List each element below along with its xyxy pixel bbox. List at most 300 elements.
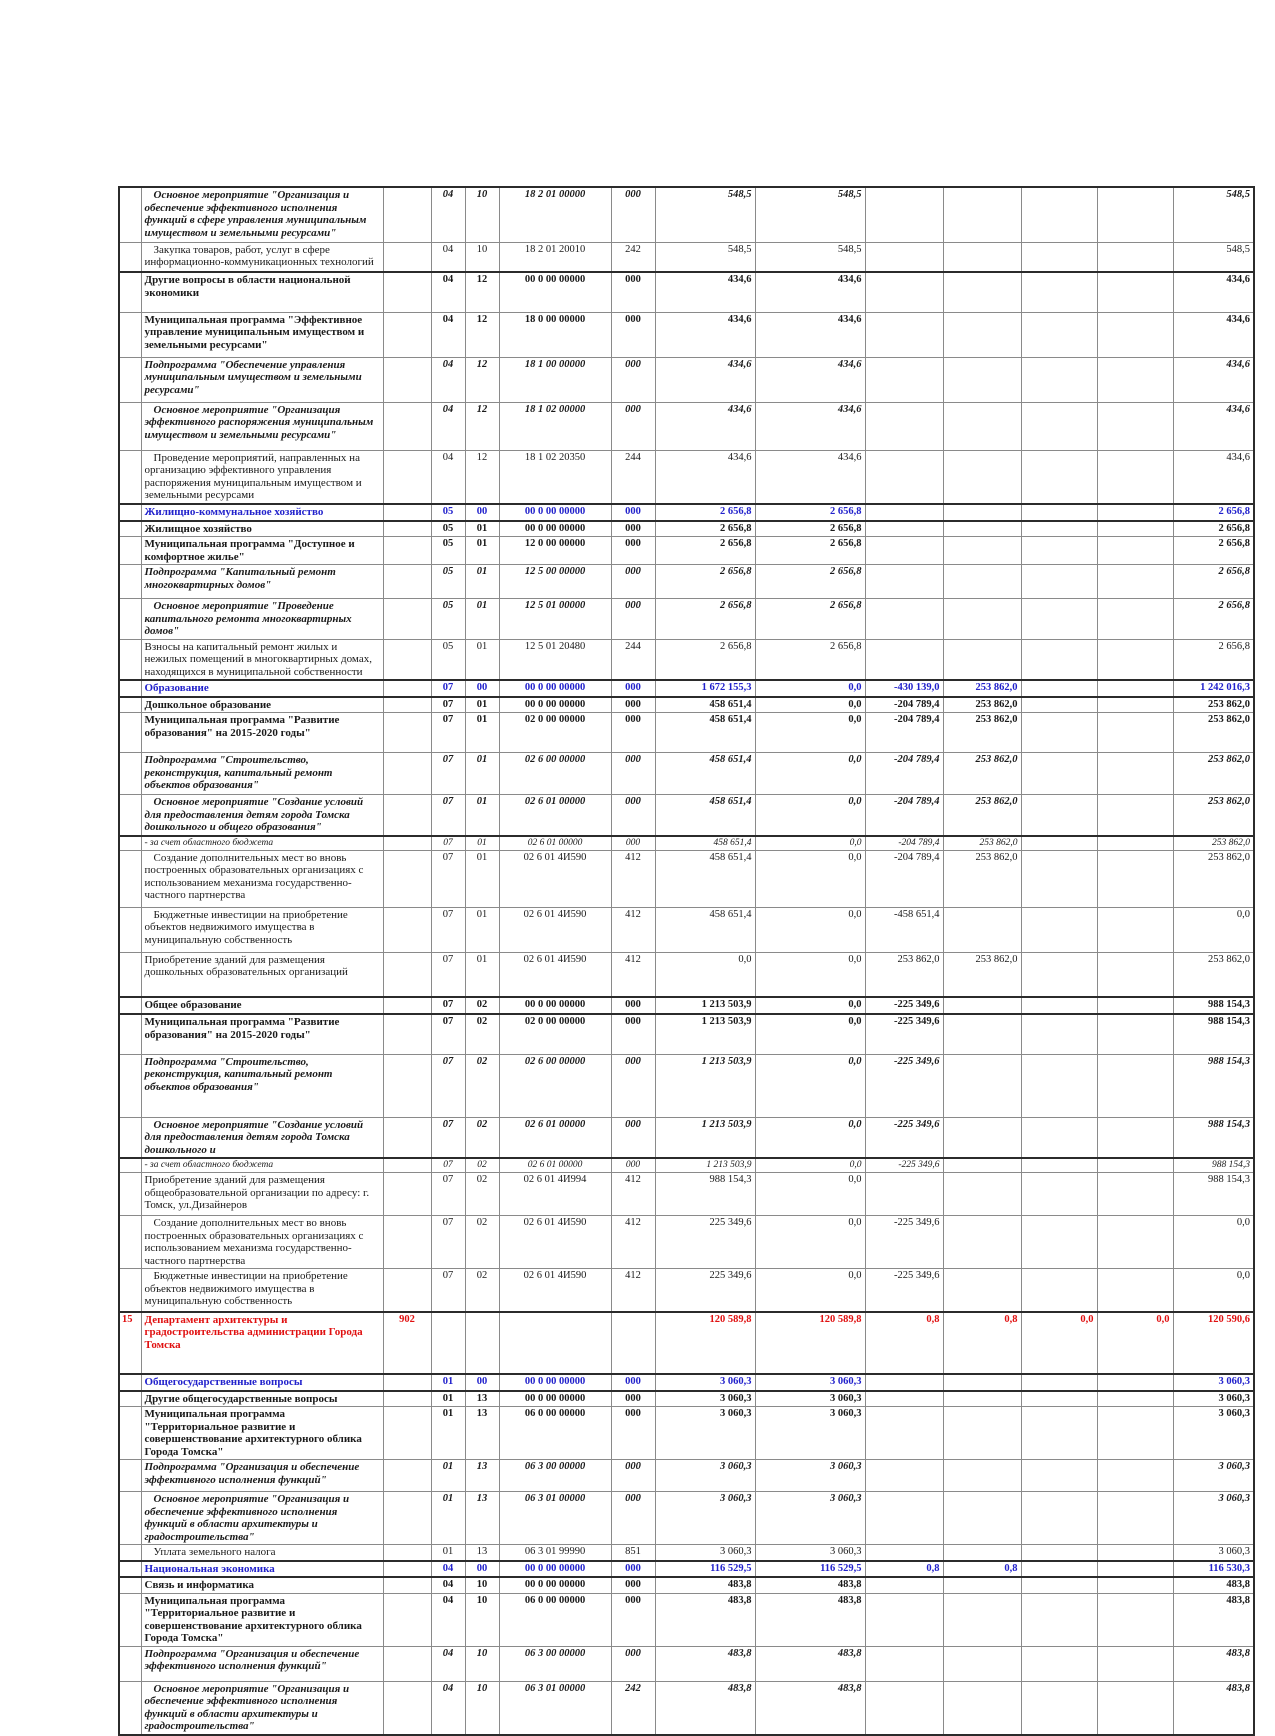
- amount-6-cell: [1097, 1460, 1173, 1492]
- target-article-code-cell: 02 6 01 00000: [499, 836, 611, 851]
- total-amount-cell: 2 656,8: [1173, 639, 1254, 680]
- amount-1-cell: 458 651,4: [655, 795, 755, 836]
- amount-2-cell: 3 060,3: [755, 1407, 865, 1460]
- target-article-code-cell: 18 1 02 00000: [499, 402, 611, 450]
- expense-type-code-cell: 242: [611, 1681, 655, 1735]
- table-row: [119, 1492, 1254, 1545]
- expense-type-code-cell: 000: [611, 1492, 655, 1545]
- total-amount-cell: 2 656,8: [1173, 504, 1254, 521]
- amount-2-cell: 0,0: [755, 1117, 865, 1158]
- total-amount-cell: 253 862,0: [1173, 850, 1254, 907]
- amount-4-cell: [943, 504, 1021, 521]
- podrazdel-code-cell: 13: [465, 1545, 499, 1561]
- amount-1-cell: 483,8: [655, 1646, 755, 1681]
- amount-4-cell: 0,8: [943, 1561, 1021, 1578]
- amount-6-cell: [1097, 753, 1173, 795]
- expense-type-code-cell: 000: [611, 402, 655, 450]
- podrazdel-code-cell: 01: [465, 907, 499, 952]
- row-number-cell: [119, 697, 141, 713]
- target-article-code-cell: 00 0 00 00000: [499, 521, 611, 537]
- total-amount-cell: 483,8: [1173, 1593, 1254, 1646]
- ved-code-cell: [383, 357, 431, 402]
- name-cell: - за счет областного бюджета: [141, 836, 383, 851]
- name-cell: Другие вопросы в области национальной экономики: [141, 272, 383, 312]
- amount-3-cell: [865, 450, 943, 504]
- amount-5-cell: [1021, 1492, 1097, 1545]
- name-cell: Подпрограмма "Организация и обеспечение эффективного исполнения функций": [141, 1460, 383, 1492]
- amount-6-cell: [1097, 1593, 1173, 1646]
- table-row: [119, 1269, 1254, 1312]
- name-cell: Подпрограмма "Обеспечение управления муниципальным имуществом и земельными ресурсами": [141, 357, 383, 402]
- expense-type-code-cell: 242: [611, 242, 655, 272]
- row-number-cell: [119, 1593, 141, 1646]
- row-number-cell: [119, 713, 141, 753]
- target-article-code-cell: 02 6 01 00000: [499, 1117, 611, 1158]
- target-article-code-cell: 18 0 00 00000: [499, 312, 611, 357]
- row-number-cell: [119, 187, 141, 242]
- target-article-code-cell: 00 0 00 00000: [499, 1374, 611, 1391]
- row-number-cell: [119, 1492, 141, 1545]
- amount-5-cell: [1021, 450, 1097, 504]
- ved-code-cell: [383, 1561, 431, 1578]
- amount-5-cell: [1021, 537, 1097, 565]
- ved-code-cell: [383, 565, 431, 599]
- name-cell: Подпрограмма "Организация и обеспечение эффективного исполнения функций": [141, 1646, 383, 1681]
- razdel-code-cell: 01: [431, 1545, 465, 1561]
- amount-6-cell: 0,0: [1097, 1312, 1173, 1374]
- amount-1-cell: 548,5: [655, 242, 755, 272]
- amount-1-cell: 483,8: [655, 1681, 755, 1735]
- amount-1-cell: 548,5: [655, 187, 755, 242]
- target-article-code-cell: 00 0 00 00000: [499, 680, 611, 697]
- podrazdel-code-cell: 01: [465, 836, 499, 851]
- amount-1-cell: 1 213 503,9: [655, 997, 755, 1014]
- amount-3-cell: [865, 242, 943, 272]
- amount-2-cell: 3 060,3: [755, 1460, 865, 1492]
- razdel-code-cell: [431, 1312, 465, 1374]
- amount-2-cell: 0,0: [755, 680, 865, 697]
- amount-4-cell: [943, 1374, 1021, 1391]
- table-row: [119, 357, 1254, 402]
- amount-5-cell: [1021, 504, 1097, 521]
- expense-type-code-cell: 000: [611, 753, 655, 795]
- row-number-cell: [119, 1681, 141, 1735]
- table-row: [119, 850, 1254, 907]
- razdel-code-cell: 04: [431, 312, 465, 357]
- amount-6-cell: [1097, 836, 1173, 851]
- name-cell: Проведение мероприятий, направленных на организацию эффективного управления распоряжения муниципальным имуществом и земельными ресурсами: [141, 450, 383, 504]
- table-row: [119, 997, 1254, 1014]
- row-number-cell: [119, 599, 141, 640]
- expense-type-code-cell: 000: [611, 521, 655, 537]
- amount-5-cell: [1021, 1577, 1097, 1593]
- podrazdel-code-cell: 01: [465, 753, 499, 795]
- target-article-code-cell: 18 2 01 00000: [499, 187, 611, 242]
- amount-2-cell: 0,0: [755, 850, 865, 907]
- amount-5-cell: [1021, 713, 1097, 753]
- row-number-cell: [119, 1173, 141, 1216]
- target-article-code-cell: 06 3 00 00000: [499, 1460, 611, 1492]
- row-number-cell: [119, 1269, 141, 1312]
- razdel-code-cell: 05: [431, 599, 465, 640]
- razdel-code-cell: 01: [431, 1460, 465, 1492]
- razdel-code-cell: 07: [431, 1269, 465, 1312]
- expense-type-code-cell: 000: [611, 680, 655, 697]
- amount-6-cell: [1097, 1391, 1173, 1407]
- ved-code-cell: [383, 1173, 431, 1216]
- table-row: [119, 1117, 1254, 1158]
- amount-1-cell: 458 651,4: [655, 697, 755, 713]
- expense-type-code-cell: 000: [611, 1460, 655, 1492]
- amount-5-cell: [1021, 1374, 1097, 1391]
- amount-1-cell: 483,8: [655, 1593, 755, 1646]
- row-number-cell: [119, 836, 141, 851]
- total-amount-cell: 434,6: [1173, 312, 1254, 357]
- table-row: [119, 1374, 1254, 1391]
- table-row: [119, 1681, 1254, 1735]
- ved-code-cell: [383, 1577, 431, 1593]
- target-article-code-cell: 02 6 01 00000: [499, 1158, 611, 1173]
- amount-6-cell: [1097, 680, 1173, 697]
- amount-2-cell: 434,6: [755, 312, 865, 357]
- total-amount-cell: 116 530,3: [1173, 1561, 1254, 1578]
- razdel-code-cell: 05: [431, 639, 465, 680]
- amount-6-cell: [1097, 713, 1173, 753]
- amount-1-cell: 458 651,4: [655, 713, 755, 753]
- total-amount-cell: 434,6: [1173, 357, 1254, 402]
- table-row: [119, 1545, 1254, 1561]
- amount-4-cell: [943, 521, 1021, 537]
- amount-1-cell: 434,6: [655, 357, 755, 402]
- amount-3-cell: 0,8: [865, 1561, 943, 1578]
- budget-expenditure-table: [118, 186, 1255, 1736]
- target-article-code-cell: 12 5 01 00000: [499, 599, 611, 640]
- name-cell: Закупка товаров, работ, услуг в сфере информационно-коммуникационных технологий: [141, 242, 383, 272]
- podrazdel-code-cell: 02: [465, 1173, 499, 1216]
- expense-type-code-cell: 000: [611, 697, 655, 713]
- amount-1-cell: 1 213 503,9: [655, 1054, 755, 1117]
- amount-2-cell: 548,5: [755, 187, 865, 242]
- name-cell: Подпрограмма "Строительство, реконструкция, капитальный ремонт объектов образования": [141, 1054, 383, 1117]
- amount-1-cell: 458 651,4: [655, 907, 755, 952]
- total-amount-cell: 548,5: [1173, 242, 1254, 272]
- expense-type-code-cell: 000: [611, 312, 655, 357]
- amount-6-cell: [1097, 272, 1173, 312]
- ved-code-cell: [383, 504, 431, 521]
- ved-code-cell: [383, 639, 431, 680]
- total-amount-cell: 3 060,3: [1173, 1407, 1254, 1460]
- amount-2-cell: 2 656,8: [755, 504, 865, 521]
- podrazdel-code-cell: 00: [465, 1561, 499, 1578]
- amount-2-cell: 3 060,3: [755, 1391, 865, 1407]
- amount-3-cell: -204 789,4: [865, 850, 943, 907]
- target-article-code-cell: 02 6 01 4И590: [499, 907, 611, 952]
- amount-5-cell: [1021, 1269, 1097, 1312]
- razdel-code-cell: 04: [431, 242, 465, 272]
- target-article-code-cell: 12 5 01 20480: [499, 639, 611, 680]
- amount-2-cell: 0,0: [755, 907, 865, 952]
- razdel-code-cell: 04: [431, 1593, 465, 1646]
- podrazdel-code-cell: 02: [465, 1158, 499, 1173]
- amount-6-cell: [1097, 952, 1173, 997]
- ved-code-cell: [383, 997, 431, 1014]
- amount-2-cell: 0,0: [755, 697, 865, 713]
- amount-4-cell: 0,8: [943, 1312, 1021, 1374]
- amount-1-cell: 3 060,3: [655, 1374, 755, 1391]
- amount-3-cell: [865, 357, 943, 402]
- row-number-cell: [119, 997, 141, 1014]
- amount-6-cell: [1097, 639, 1173, 680]
- name-cell: Основное мероприятие "Организация и обеспечение эффективного исполнения функций в области архитектуры и градостроительства": [141, 1681, 383, 1735]
- podrazdel-code-cell: 01: [465, 795, 499, 836]
- amount-3-cell: [865, 537, 943, 565]
- target-article-code-cell: 12 5 00 00000: [499, 565, 611, 599]
- razdel-code-cell: 04: [431, 1561, 465, 1578]
- amount-2-cell: 3 060,3: [755, 1374, 865, 1391]
- amount-3-cell: [865, 402, 943, 450]
- name-cell: Муниципальная программа "Доступное и комфортное жилье": [141, 537, 383, 565]
- razdel-code-cell: 07: [431, 850, 465, 907]
- total-amount-cell: 2 656,8: [1173, 537, 1254, 565]
- row-number-cell: [119, 272, 141, 312]
- amount-1-cell: 225 349,6: [655, 1269, 755, 1312]
- amount-1-cell: 434,6: [655, 402, 755, 450]
- name-cell: Основное мероприятие "Организация эффективного распоряжения муниципальным имуществом и земельными ресурсами": [141, 402, 383, 450]
- amount-2-cell: 3 060,3: [755, 1492, 865, 1545]
- expense-type-code-cell: 412: [611, 1269, 655, 1312]
- name-cell: Образование: [141, 680, 383, 697]
- target-article-code-cell: 00 0 00 00000: [499, 997, 611, 1014]
- amount-5-cell: [1021, 850, 1097, 907]
- amount-1-cell: 2 656,8: [655, 639, 755, 680]
- amount-6-cell: [1097, 537, 1173, 565]
- amount-3-cell: [865, 1173, 943, 1216]
- row-number-cell: [119, 504, 141, 521]
- amount-4-cell: 253 862,0: [943, 952, 1021, 997]
- razdel-code-cell: 07: [431, 1054, 465, 1117]
- row-number-cell: 15: [119, 1312, 141, 1374]
- total-amount-cell: 548,5: [1173, 187, 1254, 242]
- amount-6-cell: [1097, 697, 1173, 713]
- razdel-code-cell: 04: [431, 1681, 465, 1735]
- amount-4-cell: 253 862,0: [943, 795, 1021, 836]
- name-cell: Департамент архитектуры и градостроительства администрации Города Томска: [141, 1312, 383, 1374]
- total-amount-cell: 3 060,3: [1173, 1492, 1254, 1545]
- ved-code-cell: [383, 753, 431, 795]
- table-row: [119, 713, 1254, 753]
- razdel-code-cell: 07: [431, 1117, 465, 1158]
- ved-code-cell: [383, 1158, 431, 1173]
- amount-5-cell: [1021, 697, 1097, 713]
- table-row: [119, 521, 1254, 537]
- amount-3-cell: -225 349,6: [865, 1117, 943, 1158]
- amount-5-cell: [1021, 1054, 1097, 1117]
- podrazdel-code-cell: 00: [465, 1374, 499, 1391]
- name-cell: Дошкольное образование: [141, 697, 383, 713]
- ved-code-cell: [383, 1407, 431, 1460]
- amount-1-cell: 2 656,8: [655, 599, 755, 640]
- name-cell: Бюджетные инвестиции на приобретение объектов недвижимого имущества в муниципальную собственность: [141, 907, 383, 952]
- row-number-cell: [119, 565, 141, 599]
- total-amount-cell: 2 656,8: [1173, 599, 1254, 640]
- amount-1-cell: 0,0: [655, 952, 755, 997]
- amount-4-cell: [943, 1577, 1021, 1593]
- table-row: [119, 1577, 1254, 1593]
- podrazdel-code-cell: 13: [465, 1391, 499, 1407]
- razdel-code-cell: 04: [431, 402, 465, 450]
- table-row: [119, 272, 1254, 312]
- podrazdel-code-cell: 13: [465, 1492, 499, 1545]
- podrazdel-code-cell: 01: [465, 697, 499, 713]
- razdel-code-cell: 05: [431, 537, 465, 565]
- amount-3-cell: [865, 599, 943, 640]
- razdel-code-cell: 04: [431, 187, 465, 242]
- row-number-cell: [119, 1014, 141, 1054]
- amount-6-cell: [1097, 1492, 1173, 1545]
- amount-4-cell: [943, 1492, 1021, 1545]
- amount-6-cell: [1097, 1561, 1173, 1578]
- amount-3-cell: [865, 1407, 943, 1460]
- amount-5-cell: [1021, 836, 1097, 851]
- total-amount-cell: 3 060,3: [1173, 1545, 1254, 1561]
- table-row: [119, 907, 1254, 952]
- ved-code-cell: [383, 1545, 431, 1561]
- total-amount-cell: 253 862,0: [1173, 697, 1254, 713]
- razdel-code-cell: 07: [431, 795, 465, 836]
- amount-5-cell: [1021, 680, 1097, 697]
- amount-4-cell: 253 862,0: [943, 713, 1021, 753]
- row-number-cell: [119, 1577, 141, 1593]
- name-cell: Основное мероприятие "Проведение капитального ремонта многоквартирных домов": [141, 599, 383, 640]
- amount-6-cell: [1097, 187, 1173, 242]
- amount-3-cell: [865, 565, 943, 599]
- ved-code-cell: [383, 1681, 431, 1735]
- row-number-cell: [119, 1545, 141, 1561]
- amount-4-cell: [943, 1216, 1021, 1269]
- target-article-code-cell: 12 0 00 00000: [499, 537, 611, 565]
- table-row: [119, 599, 1254, 640]
- amount-6-cell: [1097, 1646, 1173, 1681]
- total-amount-cell: 0,0: [1173, 1269, 1254, 1312]
- amount-3-cell: [865, 1593, 943, 1646]
- amount-1-cell: 3 060,3: [655, 1391, 755, 1407]
- amount-2-cell: 548,5: [755, 242, 865, 272]
- amount-6-cell: [1097, 521, 1173, 537]
- ved-code-cell: [383, 836, 431, 851]
- row-number-cell: [119, 537, 141, 565]
- ved-code-cell: [383, 1646, 431, 1681]
- amount-5-cell: 0,0: [1021, 1312, 1097, 1374]
- razdel-code-cell: 04: [431, 357, 465, 402]
- total-amount-cell: 253 862,0: [1173, 713, 1254, 753]
- total-amount-cell: 253 862,0: [1173, 952, 1254, 997]
- amount-5-cell: [1021, 242, 1097, 272]
- amount-6-cell: [1097, 565, 1173, 599]
- row-number-cell: [119, 357, 141, 402]
- amount-1-cell: 3 060,3: [655, 1407, 755, 1460]
- amount-5-cell: [1021, 357, 1097, 402]
- row-number-cell: [119, 1054, 141, 1117]
- table-body: [119, 187, 1254, 1735]
- total-amount-cell: 253 862,0: [1173, 836, 1254, 851]
- expense-type-code-cell: [611, 1312, 655, 1374]
- amount-1-cell: 116 529,5: [655, 1561, 755, 1578]
- row-number-cell: [119, 1117, 141, 1158]
- razdel-code-cell: 07: [431, 1216, 465, 1269]
- amount-4-cell: [943, 1646, 1021, 1681]
- amount-4-cell: [943, 272, 1021, 312]
- amount-6-cell: [1097, 907, 1173, 952]
- razdel-code-cell: 01: [431, 1492, 465, 1545]
- amount-6-cell: [1097, 1374, 1173, 1391]
- amount-3-cell: -225 349,6: [865, 1216, 943, 1269]
- razdel-code-cell: 01: [431, 1374, 465, 1391]
- amount-2-cell: 0,0: [755, 997, 865, 1014]
- name-cell: Жилищное хозяйство: [141, 521, 383, 537]
- amount-5-cell: [1021, 1117, 1097, 1158]
- amount-6-cell: [1097, 357, 1173, 402]
- amount-4-cell: [943, 450, 1021, 504]
- amount-1-cell: 3 060,3: [655, 1460, 755, 1492]
- podrazdel-code-cell: 12: [465, 272, 499, 312]
- expense-type-code-cell: 000: [611, 187, 655, 242]
- amount-4-cell: [943, 1014, 1021, 1054]
- amount-3-cell: [865, 639, 943, 680]
- amount-2-cell: 3 060,3: [755, 1545, 865, 1561]
- target-article-code-cell: 18 2 01 20010: [499, 242, 611, 272]
- total-amount-cell: 988 154,3: [1173, 1173, 1254, 1216]
- name-cell: Муниципальная программа "Территориальное развитие и совершенствование архитектурного облика Города Томска": [141, 1407, 383, 1460]
- podrazdel-code-cell: 00: [465, 680, 499, 697]
- target-article-code-cell: 00 0 00 00000: [499, 1561, 611, 1578]
- podrazdel-code-cell: 12: [465, 357, 499, 402]
- row-number-cell: [119, 521, 141, 537]
- amount-1-cell: 434,6: [655, 312, 755, 357]
- amount-5-cell: [1021, 521, 1097, 537]
- amount-3-cell: [865, 1646, 943, 1681]
- razdel-code-cell: 07: [431, 680, 465, 697]
- target-article-code-cell: 02 6 01 00000: [499, 795, 611, 836]
- amount-2-cell: 0,0: [755, 795, 865, 836]
- table-row: [119, 402, 1254, 450]
- amount-5-cell: [1021, 639, 1097, 680]
- row-number-cell: [119, 639, 141, 680]
- total-amount-cell: 988 154,3: [1173, 1158, 1254, 1173]
- amount-2-cell: 0,0: [755, 753, 865, 795]
- amount-1-cell: 458 651,4: [655, 850, 755, 907]
- ved-code-cell: [383, 1054, 431, 1117]
- name-cell: Основное мероприятие "Создание условий для предоставления детям города Томска дошкольного и: [141, 1117, 383, 1158]
- amount-6-cell: [1097, 1054, 1173, 1117]
- ved-code-cell: [383, 850, 431, 907]
- amount-1-cell: 120 589,8: [655, 1312, 755, 1374]
- table-row: [119, 680, 1254, 697]
- expense-type-code-cell: 000: [611, 272, 655, 312]
- name-cell: Приобретение зданий для размещения дошкольных образовательных организаций: [141, 952, 383, 997]
- amount-6-cell: [1097, 242, 1173, 272]
- amount-5-cell: [1021, 1646, 1097, 1681]
- amount-1-cell: 988 154,3: [655, 1173, 755, 1216]
- podrazdel-code-cell: 01: [465, 537, 499, 565]
- expense-type-code-cell: 000: [611, 504, 655, 521]
- podrazdel-code-cell: 02: [465, 1054, 499, 1117]
- amount-5-cell: [1021, 952, 1097, 997]
- amount-6-cell: [1097, 1681, 1173, 1735]
- razdel-code-cell: 07: [431, 997, 465, 1014]
- razdel-code-cell: 01: [431, 1407, 465, 1460]
- table-row: [119, 753, 1254, 795]
- target-article-code-cell: 02 6 00 00000: [499, 753, 611, 795]
